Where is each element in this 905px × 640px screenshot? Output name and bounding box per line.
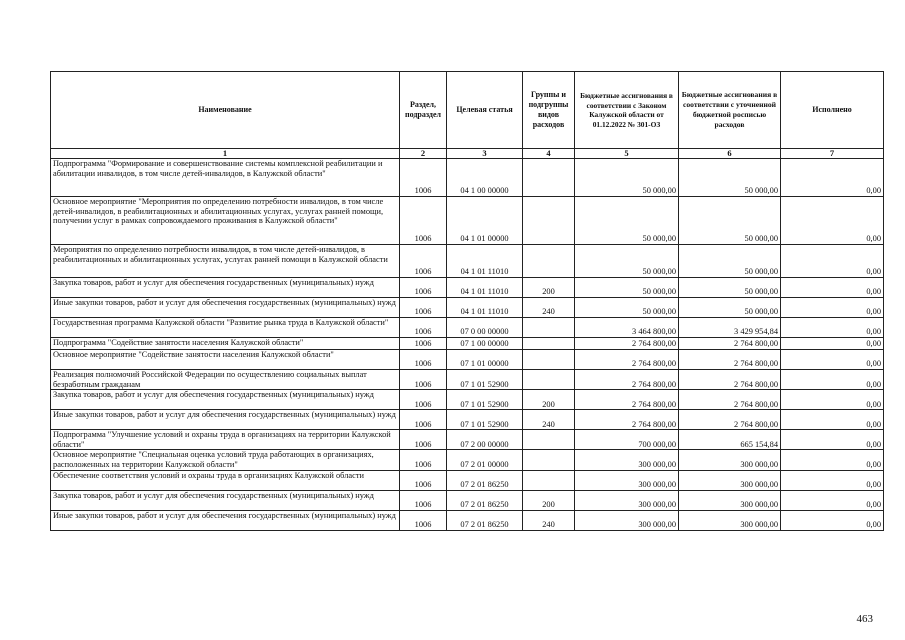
table-row bbox=[51, 390, 884, 410]
row-law-amount: 2 764 800,00 bbox=[575, 350, 679, 370]
header-law: Бюджетные ассигнования в соответствии с Законом Калужской области от 01.12.2022 № 301-ОЗ bbox=[575, 72, 679, 149]
row-executed-amount: 0,00 bbox=[781, 490, 884, 510]
row-group bbox=[523, 370, 575, 390]
row-target: 07 2 01 86250 bbox=[447, 490, 523, 510]
row-executed-amount: 0,00 bbox=[781, 410, 884, 430]
row-name: Реализация полномочий Российской Федерации по осуществлению социальных выплат безработным гражданам bbox=[51, 370, 400, 390]
table-row bbox=[51, 450, 884, 470]
row-name: Подпрограмма "Улучшение условий и охраны труда в организациях на территории Калужской области" bbox=[51, 430, 400, 450]
row-refined-amount: 665 154,84 bbox=[679, 430, 781, 450]
row-target: 07 2 00 00000 bbox=[447, 430, 523, 450]
row-name: Основное мероприятие "Мероприятия по определению потребности инвалидов, в том числе детей-инвалидов, в реабилитационных и абилитационных услугах, услугах ранней помощи, получении услуг в рамках сопровождаемого проживания в Калужской области" bbox=[51, 197, 400, 245]
column-number: 4 bbox=[523, 149, 575, 159]
row-name: Мероприятия по определению потребности инвалидов, в том числе детей-инвалидов, в реабилитационных и абилитационных услугах, услугах ранней помощи в Калужской области bbox=[51, 245, 400, 278]
row-law-amount: 50 000,00 bbox=[575, 197, 679, 245]
row-executed-amount: 0,00 bbox=[781, 390, 884, 410]
table-row bbox=[51, 197, 884, 245]
row-executed-amount: 0,00 bbox=[781, 430, 884, 450]
row-law-amount: 50 000,00 bbox=[575, 245, 679, 278]
row-target: 04 1 00 00000 bbox=[447, 159, 523, 197]
row-name: Обеспечение соответствия условий и охраны труда в организациях Калужской области bbox=[51, 470, 400, 490]
row-executed-amount: 0,00 bbox=[781, 450, 884, 470]
row-section: 1006 bbox=[400, 370, 447, 390]
row-executed-amount: 0,00 bbox=[781, 318, 884, 338]
row-name: Закупка товаров, работ и услуг для обеспечения государственных (муниципальных) нужд bbox=[51, 390, 400, 410]
column-number: 3 bbox=[447, 149, 523, 159]
row-name: Закупка товаров, работ и услуг для обеспечения государственных (муниципальных) нужд bbox=[51, 278, 400, 298]
row-law-amount: 2 764 800,00 bbox=[575, 390, 679, 410]
row-section: 1006 bbox=[400, 470, 447, 490]
row-section: 1006 bbox=[400, 197, 447, 245]
row-group bbox=[523, 245, 575, 278]
row-law-amount: 300 000,00 bbox=[575, 450, 679, 470]
header-target: Целевая статья bbox=[447, 72, 523, 149]
row-law-amount: 50 000,00 bbox=[575, 159, 679, 197]
row-name: Подпрограмма "Формирование и совершенствование системы комплексной реабилитации и абилитации инвалидов, в том числе детей-инвалидов, в Калужской области" bbox=[51, 159, 400, 197]
row-group bbox=[523, 430, 575, 450]
row-group: 240 bbox=[523, 410, 575, 430]
column-number: 2 bbox=[400, 149, 447, 159]
table-row bbox=[51, 370, 884, 390]
row-group bbox=[523, 318, 575, 338]
row-group bbox=[523, 338, 575, 350]
table-row bbox=[51, 338, 884, 350]
row-executed-amount: 0,00 bbox=[781, 370, 884, 390]
budget-table bbox=[50, 71, 884, 531]
row-executed-amount: 0,00 bbox=[781, 298, 884, 318]
row-target: 07 1 01 00000 bbox=[447, 350, 523, 370]
row-name: Подпрограмма "Содействие занятости населения Калужской области" bbox=[51, 338, 400, 350]
row-law-amount: 2 764 800,00 bbox=[575, 338, 679, 350]
row-target: 04 1 01 11010 bbox=[447, 278, 523, 298]
row-law-amount: 2 764 800,00 bbox=[575, 370, 679, 390]
row-section: 1006 bbox=[400, 278, 447, 298]
row-law-amount: 300 000,00 bbox=[575, 490, 679, 510]
header-groups: Группы и подгруппы видов расходов bbox=[523, 72, 575, 149]
column-number: 7 bbox=[781, 149, 884, 159]
row-refined-amount: 3 429 954,84 bbox=[679, 318, 781, 338]
table-row bbox=[51, 298, 884, 318]
row-name: Государственная программа Калужской области "Развитие рынка труда в Калужской области" bbox=[51, 318, 400, 338]
row-executed-amount: 0,00 bbox=[781, 350, 884, 370]
table-row bbox=[51, 350, 884, 370]
row-section: 1006 bbox=[400, 338, 447, 350]
table-row bbox=[51, 318, 884, 338]
header-row bbox=[51, 72, 884, 149]
row-refined-amount: 2 764 800,00 bbox=[679, 338, 781, 350]
row-target: 07 1 01 52900 bbox=[447, 390, 523, 410]
row-group bbox=[523, 450, 575, 470]
row-target: 07 0 00 00000 bbox=[447, 318, 523, 338]
row-name: Иные закупки товаров, работ и услуг для обеспечения государственных (муниципальных) нужд bbox=[51, 510, 400, 530]
row-refined-amount: 50 000,00 bbox=[679, 298, 781, 318]
column-number: 6 bbox=[679, 149, 781, 159]
row-name: Закупка товаров, работ и услуг для обеспечения государственных (муниципальных) нужд bbox=[51, 490, 400, 510]
row-section: 1006 bbox=[400, 318, 447, 338]
table-row bbox=[51, 245, 884, 278]
row-group bbox=[523, 159, 575, 197]
column-number: 5 bbox=[575, 149, 679, 159]
row-refined-amount: 300 000,00 bbox=[679, 490, 781, 510]
row-refined-amount: 50 000,00 bbox=[679, 159, 781, 197]
row-law-amount: 300 000,00 bbox=[575, 510, 679, 530]
row-executed-amount: 0,00 bbox=[781, 197, 884, 245]
row-refined-amount: 50 000,00 bbox=[679, 278, 781, 298]
row-target: 07 2 01 86250 bbox=[447, 470, 523, 490]
row-target: 07 1 01 52900 bbox=[447, 410, 523, 430]
row-group: 240 bbox=[523, 298, 575, 318]
row-name: Основное мероприятие "Содействие занятости населения Калужской области" bbox=[51, 350, 400, 370]
page-number: 463 bbox=[856, 613, 873, 625]
row-target: 04 1 01 00000 bbox=[447, 197, 523, 245]
row-target: 04 1 01 11010 bbox=[447, 245, 523, 278]
table-row bbox=[51, 278, 884, 298]
row-refined-amount: 2 764 800,00 bbox=[679, 410, 781, 430]
row-target: 07 1 01 52900 bbox=[447, 370, 523, 390]
row-section: 1006 bbox=[400, 490, 447, 510]
row-target: 07 2 01 86250 bbox=[447, 510, 523, 530]
header-refined: Бюджетные ассигнования в соответствии с уточненной бюджетной росписью расходов bbox=[679, 72, 781, 149]
row-refined-amount: 2 764 800,00 bbox=[679, 370, 781, 390]
row-refined-amount: 2 764 800,00 bbox=[679, 350, 781, 370]
row-name: Основное мероприятие "Специальная оценка условий труда работающих в организациях, расположенных на территории Калужской области" bbox=[51, 450, 400, 470]
row-law-amount: 700 000,00 bbox=[575, 430, 679, 450]
header-executed: Исполнено bbox=[781, 72, 884, 149]
row-executed-amount: 0,00 bbox=[781, 278, 884, 298]
row-section: 1006 bbox=[400, 390, 447, 410]
row-section: 1006 bbox=[400, 450, 447, 470]
table-row bbox=[51, 430, 884, 450]
row-refined-amount: 2 764 800,00 bbox=[679, 390, 781, 410]
row-group bbox=[523, 470, 575, 490]
row-section: 1006 bbox=[400, 245, 447, 278]
row-executed-amount: 0,00 bbox=[781, 159, 884, 197]
row-section: 1006 bbox=[400, 510, 447, 530]
row-target: 07 1 00 00000 bbox=[447, 338, 523, 350]
header-section: Раздел, подраздел bbox=[400, 72, 447, 149]
table-row bbox=[51, 410, 884, 430]
row-name: Иные закупки товаров, работ и услуг для обеспечения государственных (муниципальных) нужд bbox=[51, 298, 400, 318]
row-refined-amount: 300 000,00 bbox=[679, 510, 781, 530]
column-numbers-row bbox=[51, 149, 884, 159]
row-law-amount: 2 764 800,00 bbox=[575, 410, 679, 430]
row-executed-amount: 0,00 bbox=[781, 470, 884, 490]
row-group: 240 bbox=[523, 510, 575, 530]
row-executed-amount: 0,00 bbox=[781, 510, 884, 530]
row-law-amount: 50 000,00 bbox=[575, 298, 679, 318]
header-name: Наименование bbox=[51, 72, 400, 149]
row-law-amount: 3 464 800,00 bbox=[575, 318, 679, 338]
table-row bbox=[51, 159, 884, 197]
row-section: 1006 bbox=[400, 430, 447, 450]
table-row bbox=[51, 490, 884, 510]
table-row bbox=[51, 510, 884, 530]
row-group: 200 bbox=[523, 278, 575, 298]
row-section: 1006 bbox=[400, 159, 447, 197]
row-law-amount: 50 000,00 bbox=[575, 278, 679, 298]
row-law-amount: 300 000,00 bbox=[575, 470, 679, 490]
row-executed-amount: 0,00 bbox=[781, 245, 884, 278]
row-group bbox=[523, 197, 575, 245]
row-target: 04 1 01 11010 bbox=[447, 298, 523, 318]
row-name: Иные закупки товаров, работ и услуг для обеспечения государственных (муниципальных) нужд bbox=[51, 410, 400, 430]
table-row bbox=[51, 470, 884, 490]
row-refined-amount: 300 000,00 bbox=[679, 470, 781, 490]
row-group: 200 bbox=[523, 490, 575, 510]
table-body bbox=[51, 159, 884, 531]
row-refined-amount: 50 000,00 bbox=[679, 245, 781, 278]
row-refined-amount: 50 000,00 bbox=[679, 197, 781, 245]
column-number: 1 bbox=[51, 149, 400, 159]
row-refined-amount: 300 000,00 bbox=[679, 450, 781, 470]
row-group: 200 bbox=[523, 390, 575, 410]
row-executed-amount: 0,00 bbox=[781, 338, 884, 350]
row-section: 1006 bbox=[400, 350, 447, 370]
row-group bbox=[523, 350, 575, 370]
row-section: 1006 bbox=[400, 298, 447, 318]
row-section: 1006 bbox=[400, 410, 447, 430]
row-target: 07 2 01 00000 bbox=[447, 450, 523, 470]
